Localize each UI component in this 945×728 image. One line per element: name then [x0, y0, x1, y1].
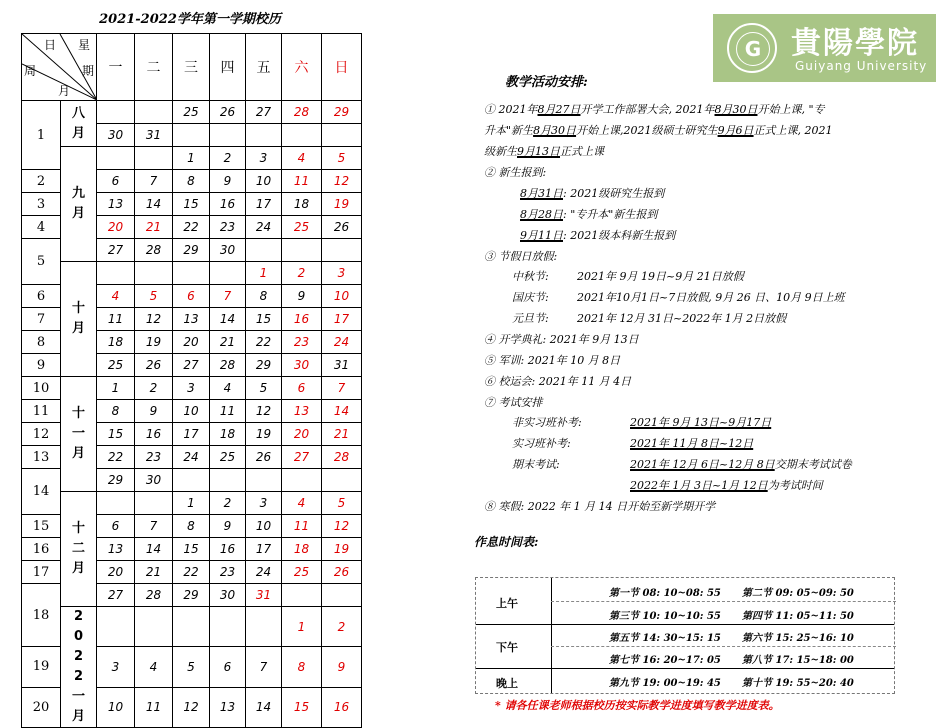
calendar-day: 4: [135, 647, 173, 687]
week-number: 7: [22, 308, 61, 331]
week-number: 9: [22, 354, 61, 377]
calendar-day: 10: [97, 687, 135, 727]
calendar-day: 28: [282, 101, 322, 124]
university-logo: [713, 14, 936, 82]
calendar-day: [135, 492, 173, 515]
week-number: 10: [22, 377, 61, 400]
period-5: 第五节 14: 30~15: 15: [609, 633, 721, 644]
month-label: 十月: [61, 262, 97, 377]
calendar-day: 25: [282, 216, 322, 239]
calendar-day: 8: [173, 515, 210, 538]
calendar-day: 12: [246, 400, 282, 423]
calendar-day: 5: [246, 377, 282, 400]
schedule-evening-label: 晚上: [496, 677, 518, 690]
registration-undergrad: 9月11日: 2021级本科新生报到: [520, 229, 676, 242]
week-number: 2: [22, 170, 61, 193]
calendar-day: 21: [135, 216, 173, 239]
calendar-day: 19: [246, 423, 282, 446]
calendar-day: 11: [282, 515, 322, 538]
calendar-day: 4: [210, 377, 246, 400]
calendar-day: 22: [246, 331, 282, 354]
calendar-day: 9: [322, 647, 362, 687]
calendar-day: 23: [210, 216, 246, 239]
schedule-sub-divider: [551, 601, 896, 602]
calendar-day: 4: [282, 492, 322, 515]
calendar-day: [246, 607, 282, 647]
calendar-day: [97, 262, 135, 285]
week-number: 18: [22, 584, 61, 647]
calendar-day: 14: [210, 308, 246, 331]
calendar-day: 7: [210, 285, 246, 308]
period-4: 第四节 11: 05~11: 50: [742, 611, 854, 622]
calendar-day: 17: [173, 423, 210, 446]
calendar-day: 15: [282, 687, 322, 727]
calendar-day: 10: [322, 285, 362, 308]
calendar-day: [173, 124, 210, 147]
calendar-day: 17: [322, 308, 362, 331]
calendar-day: 1: [282, 607, 322, 647]
period-9: 第九节 19: 00~19: 45: [609, 678, 721, 689]
calendar-day: 6: [210, 647, 246, 687]
calendar-day: 26: [322, 216, 362, 239]
schedule-note: * 请各任课老师根据校历按实际教学进度填写教学进度表。: [495, 699, 780, 712]
month-label: 2022一月: [61, 607, 97, 728]
week-number: 3: [22, 193, 61, 216]
exam-intern-dates: 2021年 11月 8日~12日: [630, 437, 754, 450]
calendar-day: 20: [97, 216, 135, 239]
calendar-day: 8: [173, 170, 210, 193]
activity-item-4: ④ 开学典礼: 2021年 9月 13日: [484, 333, 639, 346]
logo-seal-icon: G: [727, 23, 777, 73]
calendar-day: [135, 101, 173, 124]
calendar-day: 2: [282, 262, 322, 285]
holiday-new-year-dates: 2021年 12月 31日~2022年 1月 2日放假: [577, 312, 787, 325]
calendar-day: 12: [173, 687, 210, 727]
calendar-day: 13: [97, 193, 135, 216]
calendar-day: 12: [322, 515, 362, 538]
calendar-day: 29: [97, 469, 135, 492]
calendar-day: [246, 239, 282, 262]
calendar-day: 17: [246, 193, 282, 216]
calendar-title: 2021-2022学年第一学期校历: [99, 12, 281, 27]
schedule-morning-label: 上午: [496, 597, 518, 610]
calendar-day: [246, 469, 282, 492]
calendar-day: 24: [246, 216, 282, 239]
calendar-day: 8: [282, 647, 322, 687]
calendar-day: 24: [246, 561, 282, 584]
calendar-day: 16: [210, 193, 246, 216]
calendar-day: 30: [135, 469, 173, 492]
calendar-day: 29: [246, 354, 282, 377]
calendar-day: [97, 492, 135, 515]
schedule-afternoon-label: 下午: [496, 641, 518, 654]
calendar-day: 7: [135, 170, 173, 193]
calendar-day: 27: [173, 354, 210, 377]
exam-non-intern-dates: 2021年 9月 13日~9月17日: [630, 416, 772, 429]
month-label: 八月: [61, 101, 97, 147]
week-number: 12: [22, 423, 61, 446]
period-1: 第一节 08: 10~08: 55: [609, 588, 721, 599]
calendar-table: [21, 33, 362, 728]
calendar-day: 26: [246, 446, 282, 469]
calendar-day: 27: [282, 446, 322, 469]
activity-item-1-line3: 级新生9月13日正式上课: [484, 145, 604, 158]
calendar-day: 26: [135, 354, 173, 377]
weekday-header: 六: [282, 34, 322, 101]
calendar-day: 14: [322, 400, 362, 423]
calendar-day: 11: [210, 400, 246, 423]
schedule-title: 作息时间表:: [474, 535, 539, 549]
exam-non-intern-label: 非实习班补考:: [512, 416, 582, 429]
calendar-day: 7: [135, 515, 173, 538]
calendar-day: 5: [135, 285, 173, 308]
calendar-day: 31: [135, 124, 173, 147]
period-10: 第十节 19: 55~20: 40: [742, 678, 854, 689]
weekday-header: 四: [210, 34, 246, 101]
calendar-day: 17: [246, 538, 282, 561]
calendar-day: 29: [173, 584, 210, 607]
calendar-day: 29: [173, 239, 210, 262]
calendar-day: [135, 607, 173, 647]
calendar-day: [97, 101, 135, 124]
weekday-header: 五: [246, 34, 282, 101]
week-number: 5: [22, 239, 61, 285]
calendar-day: 30: [210, 584, 246, 607]
exam-intern-label: 实习班补考:: [512, 437, 571, 450]
calendar-day: [210, 124, 246, 147]
calendar-day: 3: [322, 262, 362, 285]
calendar-day: 5: [322, 492, 362, 515]
calendar-day: 14: [135, 193, 173, 216]
holiday-new-year-label: 元旦节:: [512, 312, 549, 325]
calendar-day: 4: [282, 147, 322, 170]
period-6: 第六节 15: 25~16: 10: [742, 633, 854, 644]
calendar-day: 20: [282, 423, 322, 446]
calendar-day: [210, 469, 246, 492]
calendar-day: 27: [97, 239, 135, 262]
calendar-day: 10: [173, 400, 210, 423]
week-number: 4: [22, 216, 61, 239]
calendar-day: 6: [97, 515, 135, 538]
calendar-day: 20: [97, 561, 135, 584]
schedule-row-divider: [476, 668, 894, 669]
week-number: 17: [22, 561, 61, 584]
calendar-day: 27: [97, 584, 135, 607]
weekday-header: 二: [135, 34, 173, 101]
calendar-day: 19: [322, 193, 362, 216]
holiday-national-dates: 2021年10月1日~7日放假, 9月 26 日、10月 9日上班: [577, 291, 845, 304]
calendar-day: 10: [246, 170, 282, 193]
calendar-row: [22, 377, 362, 400]
calendar-day: 16: [210, 538, 246, 561]
calendar-day: 1: [246, 262, 282, 285]
calendar-day: 11: [97, 308, 135, 331]
activity-item-1-line1: ① 2021年8月27日开学工作部署大会, 2021年8月30日开始上课, "专: [484, 103, 825, 116]
calendar-row: [22, 147, 362, 170]
calendar-day: 12: [135, 308, 173, 331]
holiday-national-label: 国庆节:: [512, 291, 549, 304]
calendar-day: 13: [210, 687, 246, 727]
calendar-day: 22: [173, 561, 210, 584]
calendar-day: 9: [210, 515, 246, 538]
calendar-day: [173, 262, 210, 285]
calendar-day: 24: [173, 446, 210, 469]
calendar-day: 28: [135, 584, 173, 607]
calendar-day: 31: [246, 584, 282, 607]
calendar-day: [282, 239, 322, 262]
calendar-day: 31: [322, 354, 362, 377]
activities-title: 教学活动安排:: [505, 75, 588, 90]
calendar-day: 5: [173, 647, 210, 687]
calendar-day: 23: [135, 446, 173, 469]
calendar-day: 3: [246, 492, 282, 515]
calendar-day: 13: [97, 538, 135, 561]
calendar-day: 6: [97, 170, 135, 193]
logo-chinese-name: 貴陽學院: [791, 26, 919, 61]
schedule-sub-divider: [551, 646, 896, 647]
calendar-day: 18: [282, 538, 322, 561]
week-number: 1: [22, 101, 61, 170]
calendar-day: 24: [322, 331, 362, 354]
calendar-day: 28: [322, 446, 362, 469]
month-label: 十一月: [61, 377, 97, 492]
calendar-day: 6: [282, 377, 322, 400]
calendar-day: 3: [246, 147, 282, 170]
calendar-corner-header: 日 星 周 期 月: [22, 34, 97, 101]
holiday-mid-autumn-dates: 2021年 9月 19日~9月 21日放假: [577, 270, 744, 283]
period-7: 第七节 16: 20~17: 05: [609, 655, 721, 666]
calendar-row: [22, 101, 362, 124]
calendar-day: 2: [210, 492, 246, 515]
month-label: 十二月: [61, 492, 97, 607]
calendar-row: [22, 492, 362, 515]
calendar-day: 28: [135, 239, 173, 262]
calendar-day: 30: [210, 239, 246, 262]
calendar-day: 23: [210, 561, 246, 584]
activity-item-1-line2: 升本"新生8月30日开始上课,2021级硕士研究生9月6日正式上课, 2021: [484, 124, 833, 137]
week-number: 16: [22, 538, 61, 561]
calendar-day: 9: [210, 170, 246, 193]
activity-item-3: ③ 节假日放假:: [484, 250, 558, 263]
calendar-day: [97, 607, 135, 647]
weekday-header: 日: [322, 34, 362, 101]
registration-upgrade: 8月28日: "专升本"新生报到: [520, 208, 658, 221]
activity-item-7: ⑦ 考试安排: [484, 396, 543, 409]
calendar-day: 16: [135, 423, 173, 446]
calendar-day: 21: [322, 423, 362, 446]
week-number: 11: [22, 400, 61, 423]
calendar-day: 14: [135, 538, 173, 561]
calendar-day: 18: [97, 331, 135, 354]
calendar-day: 27: [246, 101, 282, 124]
calendar-day: [173, 607, 210, 647]
activity-item-2: ② 新生报到:: [484, 166, 547, 179]
calendar-day: [282, 469, 322, 492]
calendar-day: [322, 239, 362, 262]
calendar-day: 2: [322, 607, 362, 647]
calendar-day: 11: [282, 170, 322, 193]
calendar-day: 21: [210, 331, 246, 354]
period-3: 第三节 10: 10~10: 55: [609, 611, 721, 622]
calendar-day: 30: [97, 124, 135, 147]
calendar-day: 22: [97, 446, 135, 469]
week-number: 13: [22, 446, 61, 469]
logo-english-name: Guiyang University: [795, 59, 928, 73]
exam-final-dates: 2021年 12月 6日~12月 8日交期末考试试卷: [630, 458, 852, 471]
calendar-day: 25: [282, 561, 322, 584]
activity-item-8: ⑧ 寒假: 2022 年 1 月 14 日开始至新学期开学: [484, 500, 716, 513]
calendar-day: 7: [246, 647, 282, 687]
period-2: 第二节 09: 05~09: 50: [742, 588, 854, 599]
week-number: 8: [22, 331, 61, 354]
calendar-day: 16: [282, 308, 322, 331]
schedule-divider: [551, 578, 552, 693]
calendar-day: 18: [282, 193, 322, 216]
calendar-day: [322, 584, 362, 607]
calendar-day: 26: [322, 561, 362, 584]
calendar-day: 21: [135, 561, 173, 584]
calendar-day: 9: [282, 285, 322, 308]
calendar-day: 26: [210, 101, 246, 124]
activity-item-5: ⑤ 军训: 2021年 10 月 8日: [484, 354, 621, 367]
calendar-day: 22: [173, 216, 210, 239]
registration-graduate: 8月31日: 2021级研究生报到: [520, 187, 665, 200]
calendar-day: 25: [210, 446, 246, 469]
exam-final-label: 期末考试:: [512, 458, 560, 471]
calendar-day: [322, 469, 362, 492]
calendar-day: 1: [173, 492, 210, 515]
calendar-day: [322, 124, 362, 147]
calendar-day: [210, 607, 246, 647]
calendar-day: 13: [173, 308, 210, 331]
calendar-day: [135, 147, 173, 170]
calendar-day: 15: [173, 538, 210, 561]
calendar-day: 25: [97, 354, 135, 377]
calendar-day: [173, 469, 210, 492]
calendar-day: 2: [135, 377, 173, 400]
week-number: 15: [22, 515, 61, 538]
week-number: 19: [22, 647, 61, 687]
calendar-day: 15: [246, 308, 282, 331]
calendar-day: [246, 124, 282, 147]
weekday-header: 三: [173, 34, 210, 101]
calendar-day: [282, 584, 322, 607]
month-label: 九月: [61, 147, 97, 262]
calendar-day: 19: [135, 331, 173, 354]
calendar-day: 3: [173, 377, 210, 400]
calendar-day: 7: [322, 377, 362, 400]
calendar-day: 16: [322, 687, 362, 727]
calendar-day: 1: [173, 147, 210, 170]
calendar-day: 2: [210, 147, 246, 170]
calendar-day: 20: [173, 331, 210, 354]
calendar-day: 19: [322, 538, 362, 561]
calendar-day: 10: [246, 515, 282, 538]
calendar-day: [282, 124, 322, 147]
calendar-day: 14: [246, 687, 282, 727]
calendar-day: 13: [282, 400, 322, 423]
calendar-day: 29: [322, 101, 362, 124]
calendar-day: [135, 262, 173, 285]
calendar-day: [97, 147, 135, 170]
calendar-day: [210, 262, 246, 285]
calendar-day: 11: [135, 687, 173, 727]
schedule-row-divider: [476, 624, 894, 625]
calendar-day: 15: [97, 423, 135, 446]
week-number: 20: [22, 687, 61, 727]
weekday-header: 一: [97, 34, 135, 101]
calendar-day: 1: [97, 377, 135, 400]
calendar-day: 5: [322, 147, 362, 170]
calendar-day: 15: [173, 193, 210, 216]
activity-item-6: ⑥ 校运会: 2021年 11 月 4日: [484, 375, 632, 388]
schedule-table: [475, 577, 895, 694]
calendar-day: 28: [210, 354, 246, 377]
calendar-row: [22, 262, 362, 285]
calendar-day: 4: [97, 285, 135, 308]
calendar-day: 23: [282, 331, 322, 354]
holiday-mid-autumn-label: 中秋节:: [512, 270, 549, 283]
calendar-day: 25: [173, 101, 210, 124]
week-number: 6: [22, 285, 61, 308]
period-8: 第八节 17: 15~18: 00: [742, 655, 854, 666]
calendar-day: 6: [173, 285, 210, 308]
calendar-day: 3: [97, 647, 135, 687]
calendar-day: 9: [135, 400, 173, 423]
calendar-day: 8: [246, 285, 282, 308]
week-number: 14: [22, 469, 61, 515]
calendar-day: 18: [210, 423, 246, 446]
calendar-row: [22, 607, 362, 647]
calendar-day: 8: [97, 400, 135, 423]
calendar-day: 30: [282, 354, 322, 377]
calendar-day: 12: [322, 170, 362, 193]
exam-period-dates: 2022年 1月 3日~1月 12日为考试时间: [630, 479, 823, 492]
